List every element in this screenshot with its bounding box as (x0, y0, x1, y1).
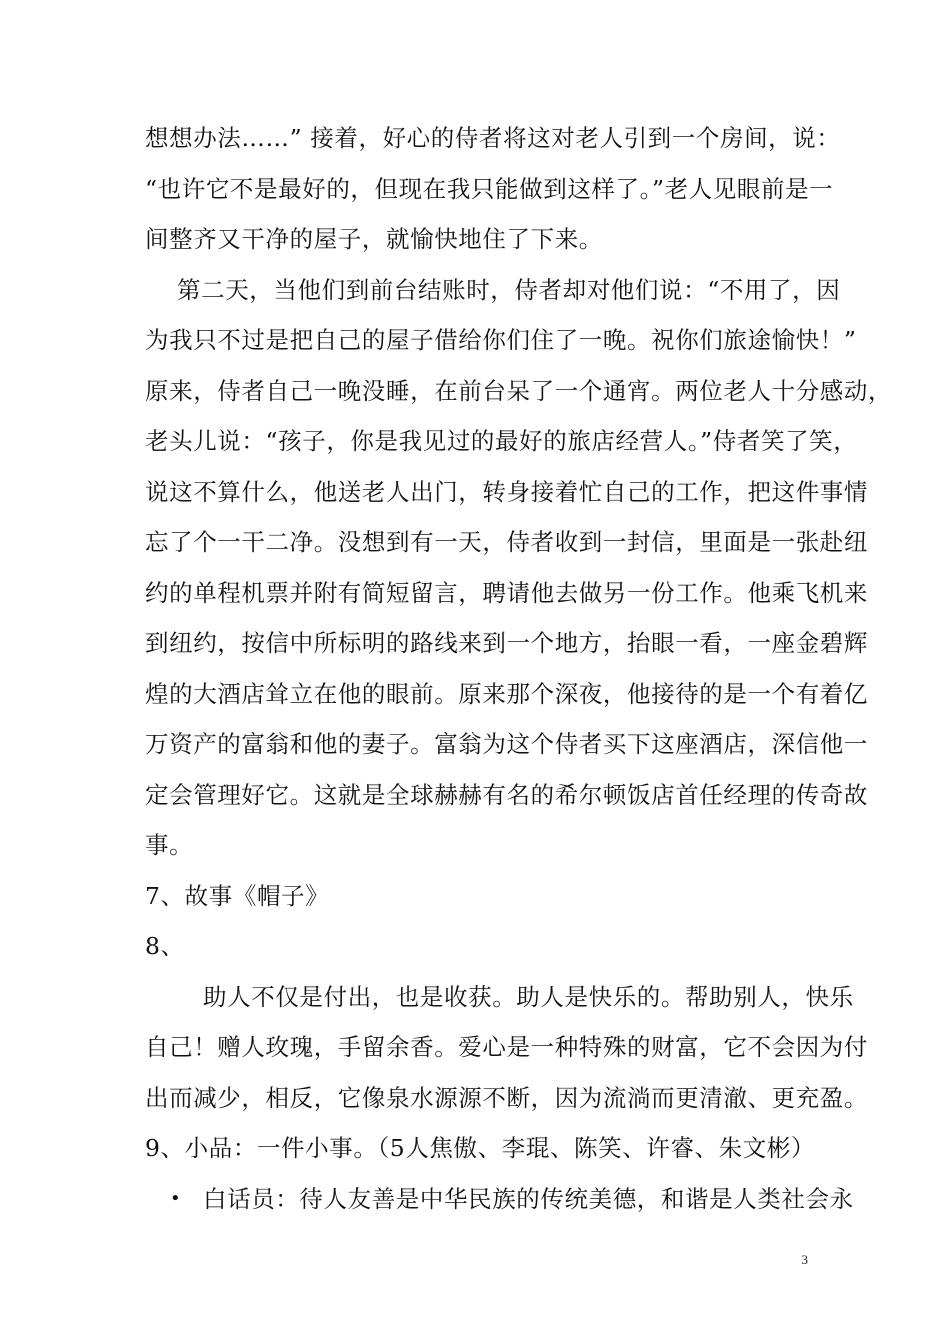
paragraph-start-line: 第二天，当他们到前台结账时，侍者却对他们说：“不用了，因 (177, 275, 841, 304)
text-line: 老头儿说：“孩子，你是我见过的最好的旅店经营人。”侍者笑了笑， (145, 427, 858, 455)
body-text (145, 113, 893, 1224)
text-line: 原来，侍者自己一晚没睡，在前台呆了一个通宵。两位老人十分感动， (145, 376, 893, 405)
section-heading-8: 8、 (145, 932, 185, 960)
bullet-icon: • (170, 1187, 182, 1209)
text-line: 自己！赠人玫瑰，手留余香。爱心是一种特殊的财富，它不会因为付 (145, 1033, 868, 1061)
text-line: 为我只不过是把自己的屋子借给你们住了一晚。祝你们旅途愉快！” (145, 326, 857, 354)
text-line: 到纽约，按信中所标明的路线来到一个地方，抬眼一看，一座金碧辉 (145, 629, 868, 657)
paragraph-start-line: 助人不仅是付出，也是收获。助人是快乐的。帮助别人，快乐 (203, 982, 854, 1011)
text-line: 想想办法……” 接着，好心的侍者将这对老人引到一个房间，说： (145, 124, 841, 152)
text-line: 约的单程机票并附有简短留言，聘请他去做另一份工作。他乘飞机来 (145, 578, 868, 607)
text-line: 万资产的富翁和他的妻子。富翁为这个侍者买下这座酒店，深信他一 (145, 730, 868, 758)
bullet-text: 白话员：待人友善是中华民族的传统美德，和谐是人类社会永 (203, 1184, 854, 1213)
bullet-item (145, 1174, 854, 1225)
text-line: “也许它不是最好的，但现在我只能做到这样了。”老人见眼前是一 (145, 174, 834, 203)
text-line: 说这不算什么，他送老人出门，转身接着忙自己的工作，把这件事情 (145, 477, 868, 506)
text-line: 事。 (145, 831, 194, 859)
section-heading-7: 7、故事《帽子》 (145, 881, 330, 910)
text-line: 煌的大酒店耸立在他的眼前。原来那个深夜，他接待的是一个有着亿 (145, 679, 868, 708)
text-line: 出而减少，相反，它像泉水源源不断，因为流淌而更清澈、更充盈。 (145, 1083, 868, 1112)
text-line: 定会管理好它。这就是全球赫赫有名的希尔顿饭店首任经理的传奇故 (145, 780, 868, 809)
text-line: 忘了个一干二净。没想到有一天，侍者收到一封信，里面是一张赴纽 (145, 528, 868, 556)
section-heading-9: 9、小品：一件小事。（5人焦傲、李琨、陈笑、许睿、朱文彬） (145, 1134, 816, 1162)
page-number: 3 (801, 1252, 808, 1267)
text-line: 间整齐又干净的屋子，就愉快地住了下来。 (145, 225, 603, 253)
